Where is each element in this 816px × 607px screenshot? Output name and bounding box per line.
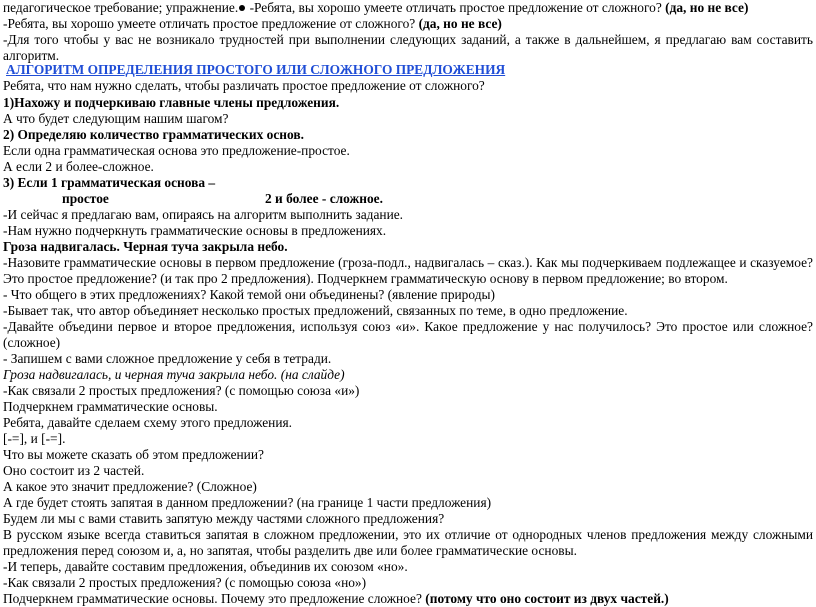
section-heading [6, 62, 816, 78]
line-underline-bases: Подчеркнем грамматические основы. [3, 399, 218, 414]
line-how-linked-no: -Как связали 2 простых предложения? (с помощью союза «но») [3, 575, 367, 590]
text-segment: Подчеркнем грамматические основы. Почему это предложение сложное? [3, 591, 426, 606]
text-segment: -Ребята, вы хорошо умеете отличать простое предложение от сложного? [246, 0, 666, 15]
line-1 [3, 0, 813, 16]
line-simple: Если одна грамматическая основа это предложение-простое. [3, 143, 350, 158]
line-two-parts: Оно состоит из 2 частей. [3, 463, 145, 478]
line-author: -Бывает так, что автор объединяет несколько простых предложений, связанных по теме, в одно предложение. [3, 303, 628, 318]
line-how-linked: -Как связали 2 простых предложения? (с помощью союза «и») [3, 383, 360, 398]
line-what-say: Что вы можете сказать об этом предложении? [3, 447, 264, 462]
line-underline: -Нам нужно подчеркнуть грамматические основы в предложениях. [3, 223, 387, 238]
line-next-step: А что будет следующим нашим шагом? [3, 111, 229, 126]
line-comma-question: Будем ли мы с вами ставить запятую между частями сложного предложения? [3, 511, 445, 526]
line-common: - Что общего в этих предложениях? Какой темой они объединены? (явление природы) [3, 287, 495, 302]
line-complex-sentence: Гроза надвигалась, и черная туча закрыла небо. (на слайде) [3, 367, 345, 382]
line-comma-position: А где будет стоять запятая в данном предложении? (на границе 1 части предложения) [3, 495, 492, 510]
heading-text: АЛГОРИТМ ОПРЕДЕЛЕНИЯ ПРОСТОГО ИЛИ СЛОЖНОГО ПРЕДЛОЖЕНИЯ [6, 62, 506, 77]
line-compose-no: -И теперь, давайте составим предложения, объединив их союзом «но». [3, 559, 408, 574]
bold-segment: (да, но не все) [418, 16, 502, 31]
bold-segment: (да, но не все) [665, 0, 749, 15]
text-segment: педагогическое требование; упражнение. [3, 0, 239, 15]
paragraph-combine: -Давайте объедини первое и второе предложения, используя союз «и». Какое предложение у нас получилось? Это простое или сложное? (сложное) [3, 319, 813, 350]
paragraph-intro: -Для того чтобы у вас не возникало трудностей при выполнении следующих заданий, а также в дальнейшем, я предлагаю вам составить алгоритм. [3, 32, 813, 63]
line-task: -И сейчас я предлагаю вам, опираясь на алгоритм выполнить задание. [3, 207, 404, 222]
algorithm-step-1: 1)Нахожу и подчеркиваю главные члены предложения. [3, 95, 340, 110]
line-question: Ребята, что нам нужно сделать, чтобы различать простое предложение от сложного? [3, 78, 485, 93]
line-write: - Запишем с вами сложное предложение у себя в тетради. [3, 351, 332, 366]
paragraph-grammar-bases: -Назовите грамматические основы в первом предложение (гроза-подл., надвигалась – сказ.). Как мы подчеркиваем подлежащее и сказуемое? Это простое предложение? (и так про 2 предложения). Подчеркнем грамматическую основу в первом предложение; во втором. [3, 255, 813, 286]
algorithm-step-2: 2) Определяю количество грамматических основ. [3, 127, 304, 142]
line-which-sentence: А какое это значит предложение? (Сложное) [3, 479, 257, 494]
line-scheme: Ребята, давайте сделаем схему этого предложения. [3, 415, 293, 430]
algorithm-step-3: 3) Если 1 грамматическая основа – [3, 175, 216, 190]
bullet-dot-icon [239, 5, 245, 11]
text-segment: -Ребята, вы хорошо умеете отличать простое предложение от сложного? [3, 16, 419, 31]
option-simple: простое [62, 191, 109, 206]
line-why-complex [3, 591, 813, 607]
example-sentences: Гроза надвигалась. Черная туча закрыла небо. [3, 239, 288, 254]
paragraph-comma-rule: В русском языке всегда ставиться запятая в сложном предложении, это их отличие от однородных членов предложения между сложными предложения перед союзом и, а, но запятая, чтобы разделить две или более грамматические основы. [3, 527, 813, 558]
algorithm-step-3-options [3, 191, 813, 207]
line-2 [3, 16, 813, 32]
bold-segment: (потому что оно состоит из двух частей.) [425, 591, 669, 606]
option-complex: 2 и более - сложное. [265, 191, 383, 206]
line-complex: А если 2 и более-сложное. [3, 159, 154, 174]
sentence-scheme: [-=], и [-=]. [3, 431, 66, 446]
